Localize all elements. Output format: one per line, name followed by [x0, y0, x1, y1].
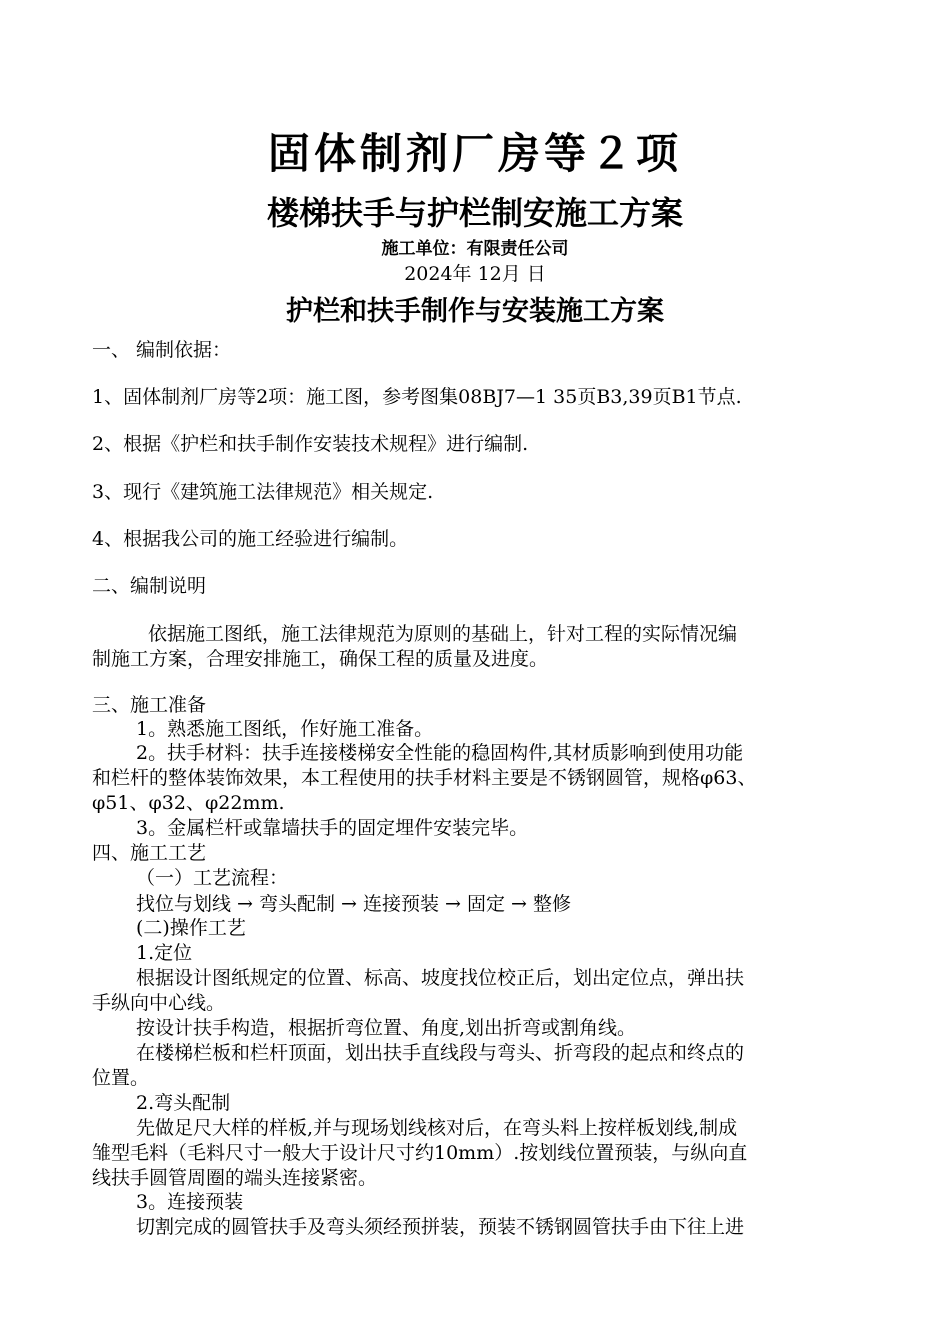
document-subtitle: 楼梯扶手与护栏制安施工方案 [266, 194, 683, 232]
paragraph-line: φ51、φ32、φ22mm. [92, 792, 285, 814]
process-flow: 找位与划线 → 弯头配制 → 连接预装 → 固定 → 整修 [136, 893, 571, 915]
paragraph-line: 位置。 [92, 1067, 150, 1089]
paragraph-line: 手纵向中心线。 [92, 992, 226, 1014]
step-title: 3。连接预装 [136, 1191, 244, 1213]
document-date: 2024年 12月 日 [404, 263, 546, 285]
paragraph-line: 根据设计图纸规定的位置、标高、坡度找位校正后，划出定位点，弹出扶 [136, 967, 745, 989]
paragraph-line: 制施工方案，合理安排施工，确保工程的质量及进度。 [92, 648, 549, 670]
section-heading: 四、施工工艺 [92, 842, 207, 864]
subsection-heading: (二)操作工艺 [136, 917, 246, 939]
list-item: 4、根据我公司的施工经验进行编制。 [92, 528, 409, 550]
list-item: 1、固体制剂厂房等2项：施工图，参考图集08BJ7—1 35页B3,39页B1节点. [92, 386, 742, 408]
paragraph-line: 按设计扶手构造，根据折弯位置、角度,划出折弯或割角线。 [136, 1017, 637, 1039]
paragraph-line: 和栏杆的整体装饰效果，本工程使用的扶手材料主要是不锈钢圆管，规格φ63、 [92, 767, 757, 789]
subsection-heading: （一）工艺流程： [136, 867, 289, 889]
step-title: 2.弯头配制 [136, 1092, 231, 1114]
paragraph-line: 切割完成的圆管扶手及弯头须经预拼装，预装不锈钢圆管扶手由下往上进 [136, 1216, 745, 1238]
construction-unit: 施工单位：有限责任公司 [381, 239, 569, 259]
paragraph-line: 线扶手圆管周圈的端头连接紧密。 [92, 1167, 378, 1189]
list-item: 1。熟悉施工图纸，作好施工准备。 [136, 718, 434, 740]
list-item: 3、现行《建筑施工法律规范》相关规定. [92, 481, 434, 503]
paragraph-line: 依据施工图纸，施工法律规范为原则的基础上，针对工程的实际情况编 [148, 623, 738, 645]
list-item: 2。扶手材料：扶手连接楼梯安全性能的稳固构件,其材质影响到使用功能 [136, 742, 744, 764]
list-item: 3。金属栏杆或靠墙扶手的固定埋件安装完毕。 [136, 817, 529, 839]
document-title: 固体制剂厂房等２项 [267, 129, 682, 178]
paragraph-line: 雏型毛料（毛料尺寸一般大于设计尺寸约10mm）.按划线位置预装，与纵向直 [92, 1142, 748, 1164]
list-item: 2、根据《护栏和扶手制作安装技术规程》进行编制. [92, 433, 529, 455]
step-title: 1.定位 [136, 942, 193, 964]
paragraph-line: 在楼梯栏板和栏杆顶面，划出扶手直线段与弯头、折弯段的起点和终点的 [136, 1042, 745, 1064]
section-title: 护栏和扶手制作与安装施工方案 [286, 296, 664, 327]
section-heading: 三、施工准备 [92, 694, 207, 716]
paragraph-line: 先做足尺大样的样板,并与现场划线核对后，在弯头料上按样板划线,制成 [136, 1117, 738, 1139]
section-heading: 二、编制说明 [92, 575, 207, 597]
section-heading: 一、 编制依据： [92, 339, 232, 361]
